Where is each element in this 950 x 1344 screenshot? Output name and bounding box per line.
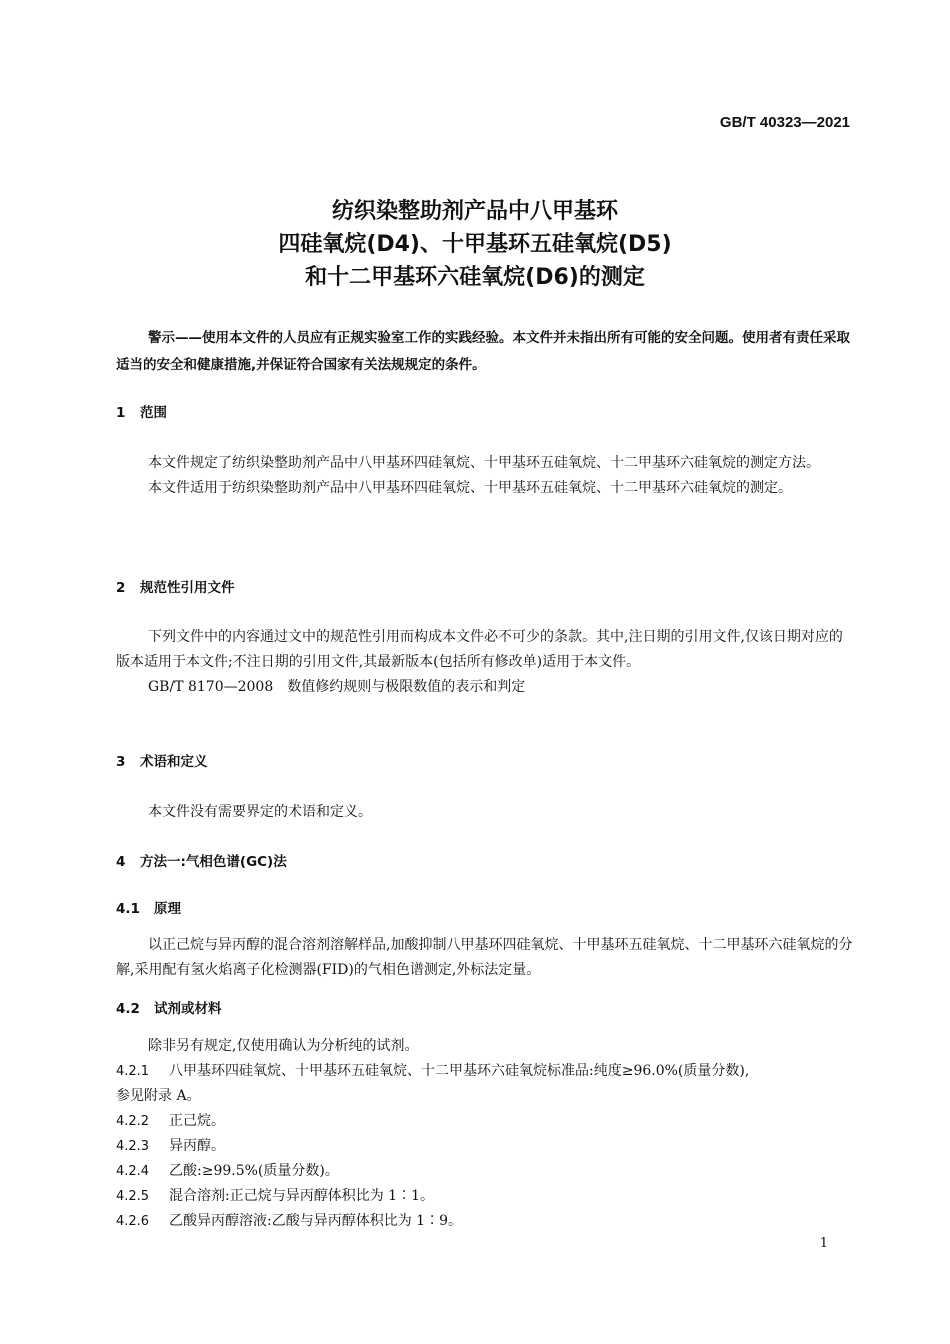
section-number: 4.2 [116,1001,140,1017]
item-continuation: 参见附录 A。 [116,1088,201,1104]
warning-notice: 警示——使用本文件的人员应有正规实验室工作的实践经验。本文件并未指出所有可能的安全问题。使用者有责任采取适当的安全和健康措施,并保证符合国家有关法规规定的条件。 [116,330,850,373]
page-number: 1 [819,1236,828,1251]
section-title: 范围 [140,405,167,421]
item-text: 八甲基环四硅氧烷、十甲基环五硅氧烷、十二甲基环六硅氧烷标准品:纯度≥96.0%(质量分数), [169,1063,750,1079]
section-4-heading [116,852,287,872]
section-1-body [116,451,856,501]
section-number: 1 [116,405,126,421]
reagent-item [116,1109,856,1134]
title-line-3: 和十二甲基环六硅氧烷(D6)的测定 [305,265,645,290]
section-4-1-heading [116,899,181,919]
paragraph: 除非另有规定,仅使用确认为分析纯的试剂。 [148,1038,419,1054]
item-text: 正己烷。 [169,1113,225,1129]
reagent-item [116,1209,856,1234]
section-title: 术语和定义 [140,754,208,770]
section-title: 原理 [154,901,181,917]
reagent-item [116,1184,856,1209]
normative-reference: GB/T 8170—2008 数值修约规则与极限数值的表示和判定 [148,679,526,695]
item-number: 4.2.1 [116,1064,150,1079]
reagent-item [116,1134,856,1159]
standard-number: GB/T 40323—2021 [719,114,850,131]
section-4-1-body [116,933,856,983]
item-number: 4.2.3 [116,1139,150,1154]
document-title [0,195,950,294]
title-line-2: 四硅氧烷(D4)、十甲基环五硅氧烷(D5) [278,232,672,257]
paragraph: 本文件适用于纺织染整助剂产品中八甲基环四硅氧烷、十甲基环五硅氧烷、十二甲基环六硅氧烷的测定。 [148,480,792,496]
section-number: 4.1 [116,901,140,917]
section-2-body [116,625,856,700]
section-title: 试剂或材料 [154,1001,222,1017]
section-1-heading [116,403,167,423]
section-number: 4 [116,854,126,870]
item-number: 4.2.6 [116,1214,150,1229]
reagent-item [116,1059,856,1084]
section-3-heading [116,752,208,772]
section-number: 2 [116,580,126,596]
section-number: 3 [116,754,126,770]
item-number: 4.2.2 [116,1114,150,1129]
item-text: 异丙醇。 [169,1138,225,1154]
title-line-1: 纺织染整助剂产品中八甲基环 [331,199,618,224]
item-text: 乙酸:≥99.5%(质量分数)。 [169,1163,339,1179]
section-3-body [116,800,856,825]
section-4-2-heading [116,999,222,1019]
item-number: 4.2.5 [116,1189,150,1204]
item-text: 乙酸异丙醇溶液:乙酸与异丙醇体积比为 1∶9。 [169,1213,462,1229]
paragraph: 本文件没有需要界定的术语和定义。 [148,804,372,820]
item-number: 4.2.4 [116,1164,150,1179]
paragraph: 下列文件中的内容通过文中的规范性引用而构成本文件必不可少的条款。其中,注日期的引用文件,仅该日期对应的版本适用于本文件;不注日期的引用文件,其最新版本(包括所有修改单)适用于本文件。 [116,629,843,670]
section-2-heading [116,578,235,598]
paragraph: 本文件规定了纺织染整助剂产品中八甲基环四硅氧烷、十甲基环五硅氧烷、十二甲基环六硅氧烷的测定方法。 [148,455,820,471]
item-text: 混合溶剂:正己烷与异丙醇体积比为 1∶1。 [169,1188,434,1204]
section-title: 方法一:气相色谱(GC)法 [140,854,287,870]
paragraph: 以正己烷与异丙醇的混合溶剂溶解样品,加酸抑制八甲基环四硅氧烷、十甲基环五硅氧烷、十二甲基环六硅氧烷的分解,采用配有氢火焰离子化检测器(FID)的气相色谱测定,外标法定量。 [116,937,853,978]
section-title: 规范性引用文件 [140,580,235,596]
reagent-item [116,1159,856,1184]
section-4-2-body [116,1034,856,1234]
